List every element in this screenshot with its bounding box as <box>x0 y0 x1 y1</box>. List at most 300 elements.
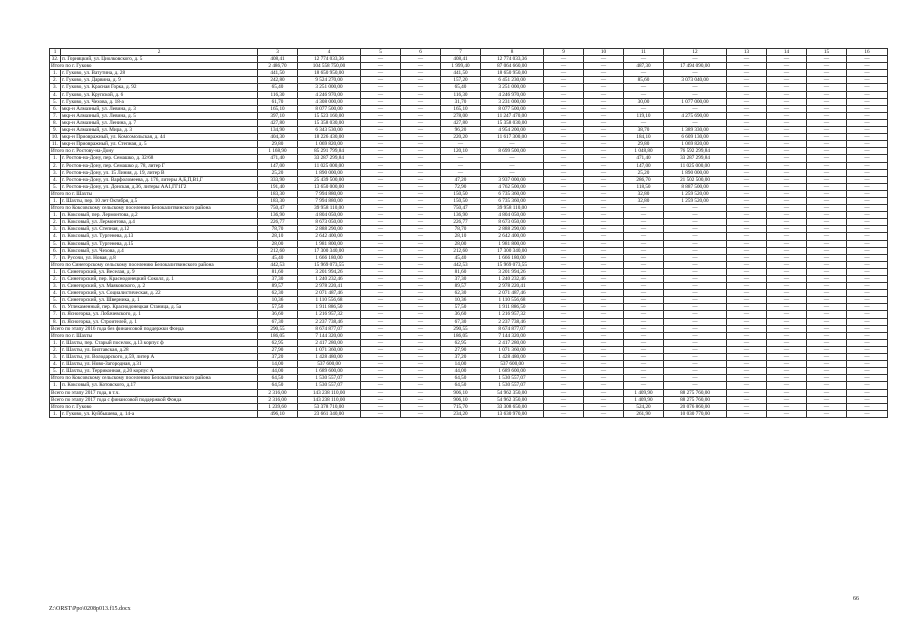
value-cell-c3: 147,00 <box>258 162 298 169</box>
value-cell-c12: 6 609 130,00 <box>664 134 727 141</box>
address-cell: г. Гуково, ул. Крупской, д. 6 <box>61 91 258 98</box>
value-cell-c12: — <box>664 290 727 297</box>
table-row <box>50 268 888 275</box>
value-cell-c8: — <box>481 162 544 169</box>
subtotal-label: Итого по Коксовскому сельскому поселению Белокалитвинского района <box>50 375 258 382</box>
value-cell-c5: — <box>361 261 401 268</box>
value-cell-c13: — <box>727 339 767 346</box>
value-cell-c5: — <box>361 368 401 375</box>
value-cell-c7: 64,50 <box>441 375 481 382</box>
value-cell-c10: — <box>584 183 624 190</box>
value-cell-c15: — <box>807 346 847 353</box>
value-cell-c13: — <box>727 318 767 325</box>
value-cell-c9: — <box>544 396 584 403</box>
value-cell-c4: 15 358 030,00 <box>298 119 361 126</box>
value-cell-c11: — <box>624 339 664 346</box>
value-cell-c10: — <box>584 219 624 226</box>
value-cell-c6: — <box>401 339 441 346</box>
column-number-header: 2 <box>61 49 258 56</box>
value-cell-c14: — <box>767 197 807 204</box>
value-cell-c15: — <box>807 197 847 204</box>
value-cell-c12: 33 287 299,84 <box>664 155 727 162</box>
value-cell-c14: — <box>767 276 807 283</box>
value-cell-c13: — <box>727 155 767 162</box>
value-cell-c10: — <box>584 176 624 183</box>
value-cell-c15: — <box>807 382 847 389</box>
row-number: 4. <box>50 176 61 183</box>
value-cell-c3: 136,90 <box>258 212 298 219</box>
value-cell-c12: 3 073 040,00 <box>664 77 727 84</box>
value-cell-c9: — <box>544 247 584 254</box>
table-row <box>50 382 888 389</box>
value-cell-c16: — <box>847 361 888 368</box>
address-cell: мкр-н Алмазный, ул. Ленина, д. 7 <box>61 119 258 126</box>
value-cell-c6: — <box>401 346 441 353</box>
address-cell: п. Ясногорка, ул. Строителей, д. 1 <box>61 318 258 325</box>
value-cell-c13: — <box>727 77 767 84</box>
row-number: 1. <box>50 155 61 162</box>
value-cell-c4: 1 890 000,00 <box>298 169 361 176</box>
value-cell-c16: — <box>847 339 888 346</box>
subtotal-row <box>50 63 888 70</box>
value-cell-c3: 404,30 <box>258 134 298 141</box>
value-cell-c3: 37,20 <box>258 354 298 361</box>
value-cell-c16: — <box>847 148 888 155</box>
value-cell-c13: — <box>727 91 767 98</box>
value-cell-c3: 62,95 <box>258 339 298 346</box>
value-cell-c13: — <box>727 98 767 105</box>
value-cell-c9: — <box>544 318 584 325</box>
value-cell-c9: — <box>544 311 584 318</box>
value-cell-c5: — <box>361 283 401 290</box>
value-cell-c11: 1 048,80 <box>624 148 664 155</box>
value-cell-c9: — <box>544 276 584 283</box>
address-cell: п. Синегорский, пер. Краснодонецкий Соколл, д. 1 <box>61 276 258 283</box>
value-cell-c11: 147,00 <box>624 162 664 169</box>
table-row <box>50 141 888 148</box>
table-row <box>50 77 888 84</box>
address-cell: г. Шахты, ул. Билтавская, д.28 <box>61 346 258 353</box>
row-number: 6. <box>50 304 61 311</box>
row-number: 5. <box>50 297 61 304</box>
value-cell-c10: — <box>584 325 624 332</box>
value-cell-c10: — <box>584 226 624 233</box>
value-cell-c10: — <box>584 382 624 389</box>
value-cell-c6: — <box>401 297 441 304</box>
row-number: 5. <box>50 240 61 247</box>
value-cell-c11: — <box>624 226 664 233</box>
value-cell-c6: — <box>401 98 441 105</box>
address-cell: г. Гуково, ул. Чехова, д. 18-а <box>61 98 258 105</box>
value-cell-c3: 37,30 <box>258 276 298 283</box>
value-cell-c15: — <box>807 339 847 346</box>
value-cell-c5: — <box>361 183 401 190</box>
value-cell-c14: — <box>767 410 807 417</box>
value-cell-c10: — <box>584 197 624 204</box>
subtotal-row <box>50 332 888 339</box>
value-cell-c6: — <box>401 77 441 84</box>
column-number-header: 15 <box>807 49 847 56</box>
value-cell-c7: 62,30 <box>441 290 481 297</box>
value-cell-c5: — <box>361 155 401 162</box>
value-cell-c5: — <box>361 233 401 240</box>
value-cell-c3: 10,36 <box>258 297 298 304</box>
value-cell-c14: — <box>767 389 807 396</box>
subtotal-row <box>50 396 888 403</box>
value-cell-c11: — <box>624 247 664 254</box>
value-cell-c13: — <box>727 290 767 297</box>
value-cell-c8: 17 300 340,00 <box>481 247 544 254</box>
value-cell-c5: — <box>361 56 401 63</box>
column-number-header: 4 <box>298 49 361 56</box>
value-cell-c13: — <box>727 190 767 197</box>
value-cell-c13: — <box>727 219 767 226</box>
value-cell-c14: — <box>767 155 807 162</box>
value-cell-c7: 120,10 <box>441 148 481 155</box>
value-cell-c11: 118,50 <box>624 183 664 190</box>
value-cell-c3: 191,40 <box>258 183 298 190</box>
value-cell-c10: — <box>584 70 624 77</box>
value-cell-c14: — <box>767 176 807 183</box>
value-cell-c5: — <box>361 141 401 148</box>
value-cell-c15: — <box>807 304 847 311</box>
value-cell-c12: — <box>664 105 727 112</box>
value-cell-c5: — <box>361 162 401 169</box>
column-number-header: 13 <box>727 49 767 56</box>
subtotal-label: Итого по г. Шахты <box>50 332 258 339</box>
value-cell-c11: 25,20 <box>624 169 664 176</box>
value-cell-c11: — <box>624 84 664 91</box>
value-cell-c14: — <box>767 261 807 268</box>
value-cell-c9: — <box>544 389 584 396</box>
value-cell-c15: — <box>807 212 847 219</box>
value-cell-c9: — <box>544 77 584 84</box>
value-cell-c6: — <box>401 233 441 240</box>
column-number-header: 7 <box>441 49 481 56</box>
value-cell-c7: 44,00 <box>441 368 481 375</box>
page-number: 66 <box>853 596 859 602</box>
value-cell-c11: 471,40 <box>624 155 664 162</box>
value-cell-c8: 11 247 470,00 <box>481 112 544 119</box>
value-cell-c5: — <box>361 240 401 247</box>
value-cell-c10: — <box>584 56 624 63</box>
value-cell-c15: — <box>807 276 847 283</box>
table-row <box>50 233 888 240</box>
value-cell-c14: — <box>767 268 807 275</box>
address-cell: мкр-н Алмазный, ул. Левина, д. 3 <box>61 105 258 112</box>
value-cell-c16: — <box>847 183 888 190</box>
value-cell-c5: — <box>361 148 401 155</box>
value-cell-c14: — <box>767 247 807 254</box>
row-number: 1. <box>50 70 61 77</box>
address-cell: г. Гуково, ул. Куйбышева, д. 14-а <box>61 410 258 417</box>
value-cell-c7: 81,60 <box>441 268 481 275</box>
value-cell-c8: 12 774 033,36 <box>481 56 544 63</box>
row-number: 2. <box>50 219 61 226</box>
value-cell-c10: — <box>584 148 624 155</box>
row-number: 1. <box>50 268 61 275</box>
value-cell-c13: — <box>727 205 767 212</box>
value-cell-c13: — <box>727 375 767 382</box>
value-cell-c9: — <box>544 197 584 204</box>
value-cell-c15: — <box>807 105 847 112</box>
subtotal-row <box>50 375 888 382</box>
value-cell-c12: — <box>664 226 727 233</box>
value-cell-c6: — <box>401 134 441 141</box>
value-cell-c8: 4 246 970,00 <box>481 91 544 98</box>
value-cell-c16: — <box>847 197 888 204</box>
table-row <box>50 98 888 105</box>
value-cell-c6: — <box>401 70 441 77</box>
value-cell-c16: — <box>847 325 888 332</box>
value-cell-c5: — <box>361 389 401 396</box>
value-cell-c11: 184,10 <box>624 134 664 141</box>
value-cell-c8: 2 978 220,41 <box>481 283 544 290</box>
value-cell-c3: 1 239,60 <box>258 403 298 410</box>
table-row <box>50 318 888 325</box>
value-cell-c8: — <box>481 155 544 162</box>
value-cell-c4: 15 523 160,00 <box>298 112 361 119</box>
value-cell-c4: 1 071 360,00 <box>298 346 361 353</box>
value-cell-c15: — <box>807 112 847 119</box>
value-cell-c9: — <box>544 240 584 247</box>
value-cell-c16: — <box>847 297 888 304</box>
address-cell: г. Гуково, ул. Красная Горка, д. 92 <box>61 84 258 91</box>
address-cell: г. Шахты, ул. Ново-Загородная, д.31 <box>61 361 258 368</box>
value-cell-c9: — <box>544 98 584 105</box>
value-cell-c15: — <box>807 396 847 403</box>
row-number: 3. <box>50 226 61 233</box>
value-cell-c6: — <box>401 368 441 375</box>
value-cell-c15: — <box>807 325 847 332</box>
value-cell-c9: — <box>544 226 584 233</box>
value-cell-c6: — <box>401 155 441 162</box>
row-number: 11. <box>50 141 61 148</box>
value-cell-c15: — <box>807 63 847 70</box>
value-cell-c15: — <box>807 205 847 212</box>
value-cell-c12: 17 494 090,00 <box>664 63 727 70</box>
value-cell-c16: — <box>847 112 888 119</box>
column-number-header: 8 <box>481 49 544 56</box>
value-cell-c8: 11 617 300,00 <box>481 134 544 141</box>
value-cell-c11: — <box>624 219 664 226</box>
table-row <box>50 311 888 318</box>
value-cell-c6: — <box>401 247 441 254</box>
value-cell-c6: — <box>401 354 441 361</box>
row-number: 5. <box>50 183 61 190</box>
value-cell-c4: 1 110 556,68 <box>298 297 361 304</box>
value-cell-c16: — <box>847 176 888 183</box>
value-cell-c16: — <box>847 375 888 382</box>
value-cell-c8: 87 064 660,00 <box>481 63 544 70</box>
value-cell-c11: — <box>624 212 664 219</box>
value-cell-c6: — <box>401 148 441 155</box>
value-cell-c13: — <box>727 297 767 304</box>
value-cell-c13: — <box>727 389 767 396</box>
value-cell-c4: 18 650 950,00 <box>298 70 361 77</box>
value-cell-c6: — <box>401 162 441 169</box>
value-cell-c13: — <box>727 141 767 148</box>
value-cell-c3: 212,60 <box>258 247 298 254</box>
value-cell-c15: — <box>807 254 847 261</box>
value-cell-c4: 15 969 073,55 <box>298 261 361 268</box>
address-cell: п. Синегорский, ул. Социалистическая, д. 22 <box>61 290 258 297</box>
value-cell-c14: — <box>767 98 807 105</box>
value-cell-c15: — <box>807 368 847 375</box>
subtotal-label: Всего по этапу 2017 года с финансовой поддержкой Фонда <box>50 396 258 403</box>
address-cell: п. Углекаменный, пер. Краснодонецкая Станица, д. 5а <box>61 304 258 311</box>
value-cell-c15: — <box>807 91 847 98</box>
value-cell-c16: — <box>847 119 888 126</box>
value-cell-c13: — <box>727 382 767 389</box>
value-cell-c15: — <box>807 219 847 226</box>
value-cell-c12: — <box>664 318 727 325</box>
value-cell-c8: 8 673 050,00 <box>481 219 544 226</box>
value-cell-c9: — <box>544 112 584 119</box>
value-cell-c4: 7 994 880,00 <box>298 197 361 204</box>
value-cell-c4: 8 673 050,00 <box>298 219 361 226</box>
value-cell-c11: — <box>624 375 664 382</box>
value-cell-c9: — <box>544 233 584 240</box>
value-cell-c12: — <box>664 268 727 275</box>
value-cell-c12: — <box>664 339 727 346</box>
value-cell-c7: 212,60 <box>441 247 481 254</box>
value-cell-c9: — <box>544 105 584 112</box>
column-number-header: 10 <box>584 49 624 56</box>
row-number: 5. <box>50 98 61 105</box>
value-cell-c7: 278,00 <box>441 112 481 119</box>
value-cell-c14: — <box>767 311 807 318</box>
value-cell-c15: — <box>807 169 847 176</box>
value-cell-c12: — <box>664 261 727 268</box>
value-cell-c13: — <box>727 56 767 63</box>
value-cell-c4: 1 216 957,32 <box>298 311 361 318</box>
row-number: 1. <box>50 410 61 417</box>
value-cell-c9: — <box>544 410 584 417</box>
value-cell-c11: 1 409,90 <box>624 396 664 403</box>
value-cell-c5: — <box>361 134 401 141</box>
address-cell: мкр-н Приовражный, ул. Степная, д. 5 <box>61 141 258 148</box>
value-cell-c5: — <box>361 98 401 105</box>
value-cell-c10: — <box>584 63 624 70</box>
value-cell-c15: — <box>807 70 847 77</box>
value-cell-c16: — <box>847 127 888 134</box>
column-number-header: 6 <box>401 49 441 56</box>
value-cell-c15: — <box>807 119 847 126</box>
value-cell-c7: 27,90 <box>441 346 481 353</box>
value-cell-c13: — <box>727 183 767 190</box>
value-cell-c4: 4 804 050,00 <box>298 212 361 219</box>
value-cell-c14: — <box>767 119 807 126</box>
value-cell-c5: — <box>361 176 401 183</box>
value-cell-c6: — <box>401 219 441 226</box>
value-cell-c6: — <box>401 169 441 176</box>
value-cell-c7: 226,77 <box>441 219 481 226</box>
value-cell-c15: — <box>807 190 847 197</box>
value-cell-c13: — <box>727 354 767 361</box>
value-cell-c12: 88 275 760,00 <box>664 389 727 396</box>
value-cell-c9: — <box>544 268 584 275</box>
value-cell-c9: — <box>544 91 584 98</box>
value-cell-c6: — <box>401 261 441 268</box>
subtotal-row <box>50 325 888 332</box>
value-cell-c5: — <box>361 325 401 332</box>
value-cell-c16: — <box>847 190 888 197</box>
value-cell-c9: — <box>544 304 584 311</box>
value-cell-c14: — <box>767 304 807 311</box>
value-cell-c14: — <box>767 183 807 190</box>
value-cell-c6: — <box>401 176 441 183</box>
value-cell-c13: — <box>727 148 767 155</box>
program-table <box>49 48 888 418</box>
value-cell-c11: — <box>624 382 664 389</box>
row-number: 7. <box>50 311 61 318</box>
row-number: 2. <box>50 346 61 353</box>
value-cell-c14: — <box>767 318 807 325</box>
value-cell-c11: 30,00 <box>624 98 664 105</box>
value-cell-c6: — <box>401 311 441 318</box>
value-cell-c16: — <box>847 276 888 283</box>
value-cell-c12: — <box>664 56 727 63</box>
value-cell-c6: — <box>401 226 441 233</box>
value-cell-c6: — <box>401 290 441 297</box>
value-cell-c3: 2 486,70 <box>258 63 298 70</box>
subtotal-row <box>50 389 888 396</box>
value-cell-c3: 226,77 <box>258 219 298 226</box>
row-number: 5. <box>50 368 61 375</box>
value-cell-c7: 906,10 <box>441 396 481 403</box>
value-cell-c4: 1 981 800,00 <box>298 240 361 247</box>
value-cell-c9: — <box>544 70 584 77</box>
value-cell-c4: 39 958 110,00 <box>298 205 361 212</box>
value-cell-c8: 537 600,00 <box>481 361 544 368</box>
value-cell-c12: — <box>664 233 727 240</box>
value-cell-c8: 7 144 320,00 <box>481 332 544 339</box>
value-cell-c10: — <box>584 311 624 318</box>
table-row <box>50 240 888 247</box>
table-row <box>50 339 888 346</box>
value-cell-c13: — <box>727 346 767 353</box>
value-cell-c15: — <box>807 56 847 63</box>
value-cell-c14: — <box>767 396 807 403</box>
value-cell-c4: 13 650 000,00 <box>298 183 361 190</box>
value-cell-c14: — <box>767 346 807 353</box>
value-cell-c9: — <box>544 375 584 382</box>
value-cell-c7: 14,00 <box>441 361 481 368</box>
subtotal-label: Итого по Коксовскому сельскому поселению Белокалитвинского района <box>50 205 258 212</box>
value-cell-c6: — <box>401 304 441 311</box>
value-cell-c5: — <box>361 127 401 134</box>
value-cell-c14: — <box>767 297 807 304</box>
value-cell-c3: 64,50 <box>258 382 298 389</box>
table-row <box>50 127 888 134</box>
value-cell-c6: — <box>401 410 441 417</box>
subtotal-row <box>50 403 888 410</box>
value-cell-c4: 8 674 877,07 <box>298 325 361 332</box>
value-cell-c4: 3 201 994,26 <box>298 268 361 275</box>
value-cell-c6: — <box>401 84 441 91</box>
value-cell-c4: 2 237 738,46 <box>298 318 361 325</box>
value-cell-c10: — <box>584 141 624 148</box>
subtotal-label: Итого по г. Гуково <box>50 63 258 70</box>
subtotal-label: Итого по г. Шахты <box>50 190 258 197</box>
table-row <box>50 91 888 98</box>
value-cell-c9: — <box>544 56 584 63</box>
value-cell-c7: — <box>441 141 481 148</box>
value-cell-c5: — <box>361 119 401 126</box>
value-cell-c8: 8 699 500,00 <box>481 148 544 155</box>
value-cell-c10: — <box>584 247 624 254</box>
